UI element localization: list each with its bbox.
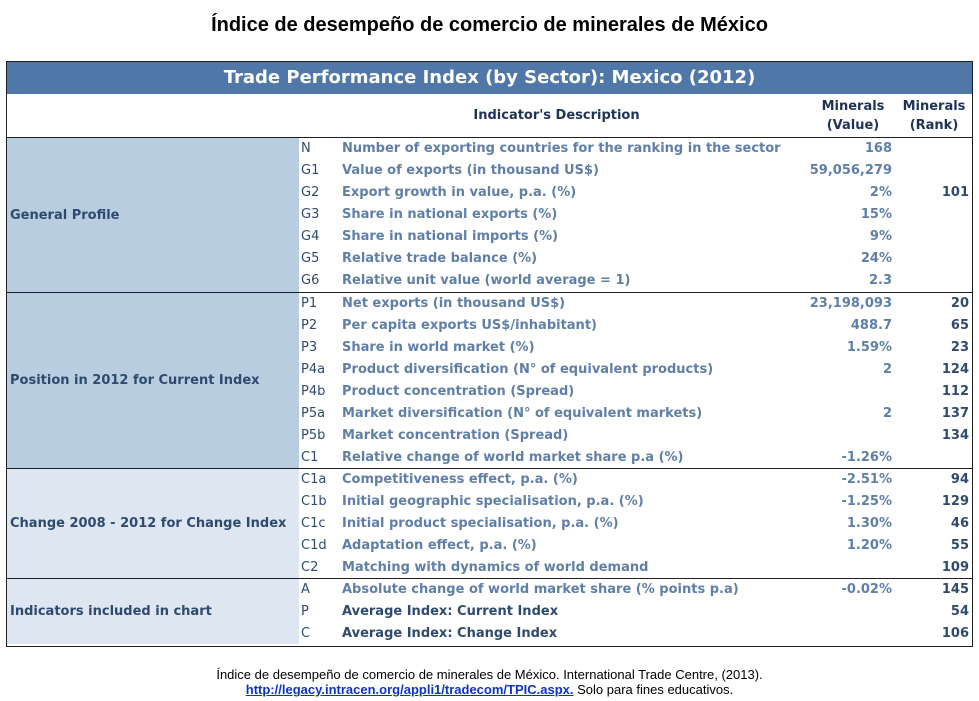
indicator-code: P5b — [301, 428, 326, 443]
minerals-value: -1.26% — [841, 450, 892, 465]
header-rank-line2: (Rank) — [909, 118, 959, 133]
minerals-rank: 106 — [941, 626, 969, 641]
minerals-rank: 54 — [950, 604, 969, 619]
indicator-code: C1 — [301, 450, 319, 465]
group-general-profile — [7, 138, 972, 292]
table-row — [7, 337, 972, 359]
table-row — [7, 601, 972, 623]
table-row — [7, 270, 972, 292]
minerals-value: 2.3 — [868, 273, 892, 288]
indicator-description: Net exports (in thousand US$) — [342, 296, 566, 311]
indicator-code: G1 — [301, 163, 320, 178]
indicator-code: P4a — [301, 362, 326, 377]
table-row — [7, 403, 972, 425]
indicator-description: Average Index: Change Index — [342, 626, 558, 641]
minerals-value: -2.51% — [841, 472, 892, 487]
indicator-code: P3 — [301, 340, 318, 355]
minerals-value: 24% — [860, 251, 892, 266]
minerals-rank: 101 — [941, 185, 969, 200]
group-chart-indicators — [7, 578, 972, 644]
indicator-code: C1c — [301, 516, 326, 531]
minerals-value: -1.25% — [841, 494, 892, 509]
source-link[interactable]: http://legacy.intracen.org/appli1/tradecom/TPIC.aspx. — [245, 682, 574, 697]
indicator-description: Adaptation effect, p.a. (%) — [342, 538, 537, 553]
indicator-description: Initial geographic specialisation, p.a. (%) — [342, 494, 644, 509]
minerals-rank: 112 — [941, 384, 969, 399]
table-row — [7, 315, 972, 337]
table-row — [7, 579, 972, 601]
indicator-code: P — [301, 604, 309, 619]
indicator-code: G4 — [301, 229, 320, 244]
footer-citation: Índice de desempeño de comercio de minerales de México. International Trade Centre, (2013). — [216, 667, 763, 682]
header-value-line1: Minerals — [821, 99, 885, 114]
minerals-rank: 137 — [941, 406, 969, 421]
group-label: Indicators included in chart — [7, 579, 299, 644]
indicator-code: N — [301, 141, 311, 156]
minerals-rank: 124 — [941, 362, 969, 377]
indicator-code: P5a — [301, 406, 326, 421]
indicator-description: Market concentration (Spread) — [342, 428, 569, 443]
minerals-rank: 129 — [941, 494, 969, 509]
indicator-description: Relative unit value (world average = 1) — [342, 273, 631, 288]
indicator-description: Market diversification (N° of equivalent markets) — [342, 406, 703, 421]
table-row — [7, 469, 972, 491]
table-row — [7, 182, 972, 204]
indicator-description: Relative trade balance (%) — [342, 251, 538, 266]
minerals-value: 2 — [882, 406, 892, 421]
table-row — [7, 447, 972, 469]
trade-performance-table — [6, 61, 973, 647]
indicator-description: Average Index: Current Index — [342, 604, 559, 619]
table-row — [7, 138, 972, 160]
minerals-value: 2% — [869, 185, 892, 200]
table-row — [7, 226, 972, 248]
indicator-description: Absolute change of world market share (% points p.a) — [342, 582, 739, 597]
minerals-value: 1.30% — [846, 516, 892, 531]
table-row — [7, 204, 972, 226]
header-minerals-rank — [897, 97, 971, 135]
minerals-value: 15% — [860, 207, 892, 222]
table-row — [7, 293, 972, 315]
minerals-value: 1.59% — [846, 340, 892, 355]
indicator-code: P2 — [301, 318, 318, 333]
indicator-description: Relative change of world market share p.a (%) — [342, 450, 684, 465]
minerals-rank: 94 — [950, 472, 969, 487]
minerals-value: 59,056,279 — [809, 163, 892, 178]
table-row — [7, 623, 972, 645]
table-row — [7, 535, 972, 557]
minerals-value: 488.7 — [850, 318, 892, 333]
group-label: Position in 2012 for Current Index — [7, 293, 299, 468]
indicator-code: C2 — [301, 560, 319, 575]
indicator-code: C1d — [301, 538, 327, 553]
column-header-row — [7, 94, 972, 138]
indicator-code: G6 — [301, 273, 320, 288]
table-row — [7, 381, 972, 403]
table-row — [7, 491, 972, 513]
indicator-code: G3 — [301, 207, 320, 222]
header-value-line2: (Value) — [826, 118, 880, 133]
indicator-code: A — [301, 582, 310, 597]
header-rank-line1: Minerals — [902, 99, 966, 114]
indicator-code: G5 — [301, 251, 320, 266]
group-position-current-index — [7, 292, 972, 468]
table-row — [7, 248, 972, 270]
table-row — [7, 425, 972, 447]
indicator-code: C — [301, 626, 311, 641]
minerals-rank: 20 — [950, 296, 969, 311]
indicator-description: Share in national exports (%) — [342, 207, 558, 222]
minerals-rank: 134 — [941, 428, 969, 443]
minerals-value: 23,198,093 — [809, 296, 892, 311]
indicator-description: Share in world market (%) — [342, 340, 535, 355]
indicator-code: P1 — [301, 296, 318, 311]
indicator-description: Per capita exports US$/inhabitant) — [342, 318, 597, 333]
minerals-rank: 23 — [950, 340, 969, 355]
minerals-rank: 109 — [941, 560, 969, 575]
minerals-value: 1.20% — [846, 538, 892, 553]
minerals-rank: 65 — [950, 318, 969, 333]
minerals-value: 9% — [869, 229, 892, 244]
indicator-description: Matching with dynamics of world demand — [342, 560, 649, 575]
page-title: Índice de desempeño de comercio de minerales de México — [211, 14, 768, 36]
indicator-code: P4b — [301, 384, 326, 399]
indicator-description: Product diversification (N° of equivalent products) — [342, 362, 714, 377]
header-minerals-value — [813, 97, 893, 135]
indicator-description: Export growth in value, p.a. (%) — [342, 185, 577, 200]
minerals-rank: 145 — [941, 582, 969, 597]
group-label: General Profile — [7, 138, 299, 292]
minerals-rank: 55 — [950, 538, 969, 553]
table-title: Trade Performance Index (by Sector): Mexico (2012) — [7, 62, 972, 94]
indicator-description: Value of exports (in thousand US$) — [342, 163, 599, 178]
group-label: Change 2008 - 2012 for Change Index — [7, 469, 299, 578]
group-change-index — [7, 468, 972, 578]
minerals-value: -0.02% — [841, 582, 892, 597]
indicator-description: Product concentration (Spread) — [342, 384, 575, 399]
indicator-description: Share in national imports (%) — [342, 229, 559, 244]
table-row — [7, 557, 972, 579]
indicator-code: C1a — [301, 472, 327, 487]
indicator-code: G2 — [301, 185, 320, 200]
table-row — [7, 160, 972, 182]
indicator-description: Initial product specialisation, p.a. (%) — [342, 516, 619, 531]
table-row — [7, 513, 972, 535]
footer-source-line — [0, 682, 979, 697]
minerals-value: 2 — [882, 362, 892, 377]
indicator-description: Competitiveness effect, p.a. (%) — [342, 472, 578, 487]
header-indicator-description: Indicator's Description — [473, 108, 640, 123]
footer-educational-note: Solo para fines educativos. — [573, 682, 734, 697]
indicator-code: C1b — [301, 494, 327, 509]
minerals-rank: 46 — [950, 516, 969, 531]
minerals-value: 168 — [864, 141, 892, 156]
indicator-description: Number of exporting countries for the ranking in the sector — [342, 141, 781, 156]
table-row — [7, 359, 972, 381]
